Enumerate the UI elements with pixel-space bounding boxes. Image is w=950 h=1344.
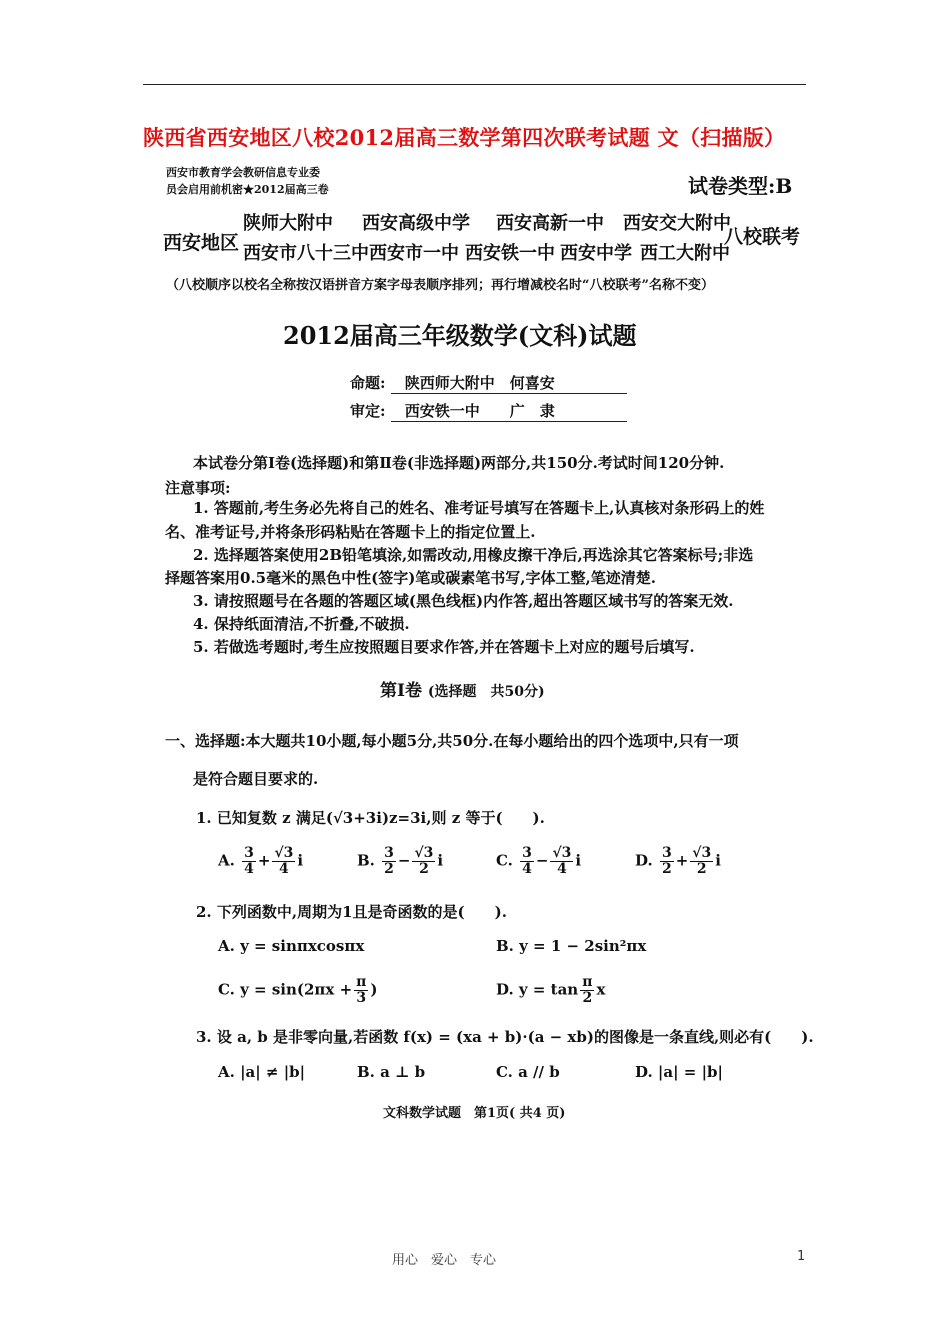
confidential-note-line1: 西安市教育学会教研信息专业委 [166,166,320,179]
question-3-option-b: B. a ⊥ b [357,1063,426,1081]
page-footer-slogan: 用心 爱心 专心 [392,1253,497,1268]
question-2-option-a: A. y = sinπxcosπx [218,937,365,955]
section-subtitle: (选择题 共50分) [427,684,545,700]
confidential-note [166,164,329,198]
option-label: B. [357,851,375,870]
school-name: 西安交大附中 [623,213,731,234]
notice-line: 1. 答题前,考生务必先将自己的姓名、准考证号填写在答题卡上,认真核对条形码上的姓 [193,499,765,517]
question-2-stem: 2. 下列函数中,周期为1且是奇函数的是( ). [196,903,507,921]
notice-line: 3. 请按照题号在各题的答题区域(黑色线框)内作答,超出答题区域书写的答案无效. [193,592,734,610]
setter-name: 陕西师大附中 何喜安 [391,372,627,394]
fraction: $\frac{\pi}{3}$ [356,974,367,1006]
paper-type-label: 试卷类型:B [688,174,793,198]
question-1-option-b: B. $\frac{3}{2}$ − $\frac{√3}{2}$ i [357,845,444,877]
document-title: 陕西省西安地区八校2012届高三数学第四次联考试题 文（扫描版） [143,125,786,150]
question-1-option-d: D. $\frac{3}{2}$ + $\frac{√3}{2}$ i [635,845,721,877]
question-3-stem: 3. 设 a, b 是非零向量,若函数 f(x) = (xa + b)·(a − xb)的图像是一条直线,则必有( ). [196,1028,814,1046]
top-rule [143,84,806,85]
school-name: 西安铁一中 [465,243,555,264]
reviewer-label: 审定: [350,402,386,420]
question-3-option-d: D. |a| = |b| [635,1063,723,1081]
notice-line: 4. 保持纸面清洁,不折叠,不破损. [193,615,410,633]
school-order-note: （八校顺序以校名全称按汉语拼音方案字母表顺序排列；再行增减校名时“八校联考”名称不变） [166,278,714,293]
school-name: 陕师大附中 [243,213,333,234]
fraction: $\frac{√3}{4}$ [552,845,572,877]
fraction: $\frac{√3}{4}$ [274,845,294,877]
question-3-option-c: C. a // b [496,1063,560,1081]
header-region-right: 八校联考 [724,226,801,248]
setter-row [350,372,627,394]
reviewer-row [350,400,627,422]
question-1-option-a: A. $\frac{3}{4}$ + $\frac{√3}{4}$ i [218,845,304,877]
school-name: 西安市一中 [369,243,459,264]
school-name: 西安高级中学 [362,213,470,234]
school-name: 西安市八十三中 [243,243,369,264]
notice-line: 择题答案用0.5毫米的黑色中性(签字)笔或碳素笔书写,字体工整,笔迹清楚. [165,569,656,587]
notice-line: 2. 选择题答案使用2B铅笔填涂,如需改动,用橡皮擦干净后,再选涂其它答案标号;非选 [193,546,754,564]
notice-line: 5. 若做选考题时,考生应按照题目要求作答,并在答题卡上对应的题号后填写. [193,638,695,656]
question-1-stem: 1. 已知复数 z 满足(√3+3i)z=3i,则 z 等于( ). [196,809,545,827]
fraction: $\frac{3}{2}$ [384,845,394,877]
question-1-option-c: C. $\frac{3}{4}$ − $\frac{√3}{4}$ i [496,845,582,877]
school-name: 西工大附中 [640,243,730,264]
notice-line: 名、准考证号,并将条形码粘贴在答题卡上的指定位置上. [165,523,536,541]
intro-text: 本试卷分第Ⅰ卷(选择题)和第Ⅱ卷(非选择题)两部分,共150分.考试时间120分钟. [193,454,725,472]
section-heading: 第Ⅰ卷 [380,681,422,701]
option-label: A. [218,851,235,870]
question-3-option-a: A. |a| ≠ |b| [218,1063,306,1081]
page-number: 1 [797,1249,806,1264]
fraction: $\frac{√3}{2}$ [692,845,712,877]
header-region-left: 西安地区 [163,232,240,254]
question-2-option-b: B. y = 1 − 2sin²πx [496,937,647,955]
question-2-option-c: C. y = sin(2πx + $\frac{\pi}{3}$ ) [218,974,378,1006]
option-label: C. [496,851,513,870]
question-2-option-d: D. y = tan $\frac{\pi}{2}$ x [496,974,606,1006]
confidential-note-line2: 员会启用前机密★2012届高三卷 [166,183,329,196]
setter-label: 命题: [350,374,386,392]
school-name: 西安中学 [560,243,632,264]
option-label: D. [635,851,653,870]
section-title [380,676,545,701]
notice-title: 注意事项: [165,479,231,497]
part-one-instructions-cont: 是符合题目要求的. [193,770,319,788]
fraction: $\frac{3}{4}$ [244,845,254,877]
exam-page-footer: 文科数学试题 第1页( 共4 页) [383,1106,566,1121]
fraction: $\frac{\pi}{2}$ [582,974,593,1006]
fraction: $\frac{3}{2}$ [661,845,672,877]
reviewer-name: 西安铁一中 广 隶 [391,400,627,422]
exam-title: 2012届高三年级数学(文科)试题 [283,321,637,350]
fraction: $\frac{√3}{2}$ [414,845,434,877]
fraction: $\frac{3}{4}$ [522,845,532,877]
school-name: 西安高新一中 [496,213,604,234]
part-one-instructions: 一、选择题:本大题共10小题,每小题5分,共50分.在每小题给出的四个选项中,只有一项 [165,732,739,750]
